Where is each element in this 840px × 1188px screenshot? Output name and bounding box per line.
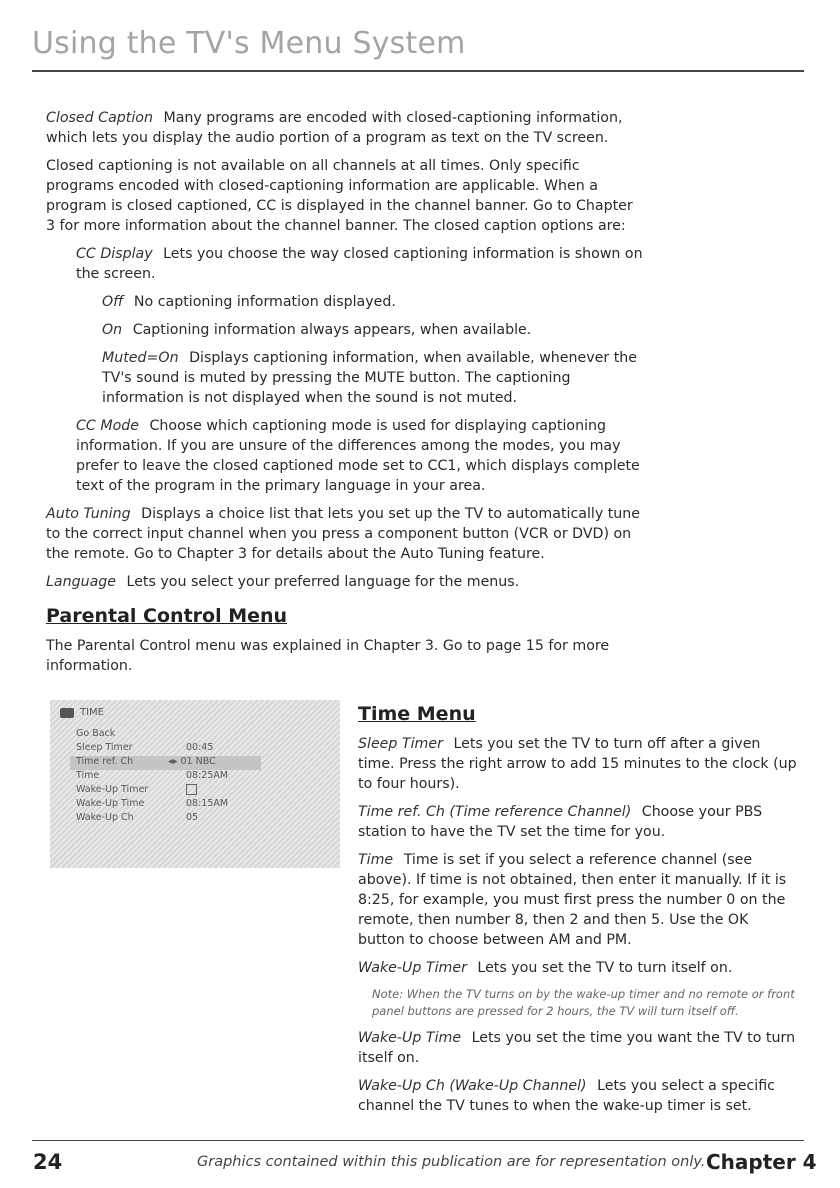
footer-rule — [32, 1140, 804, 1141]
wake-timer-note: Note: When the TV turns on by the wake-up timer and no remote or front panel buttons are pressed for 2 hours, the TV will turn itself off. — [372, 987, 795, 1018]
header-rule — [32, 70, 804, 72]
time-menu-screenshot — [50, 700, 340, 868]
osd-row — [76, 728, 256, 742]
cc-off-desc: No captioning information displayed. — [133, 294, 396, 310]
osd-row-label: Wake-Up Ch — [76, 812, 134, 823]
parental-control-heading: Parental Control Menu — [46, 605, 288, 627]
cc-mode-term: CC Mode — [76, 418, 139, 434]
time-para — [358, 850, 798, 950]
osd-row-value: ◂▸ 01 NBC — [168, 756, 216, 767]
main-column — [46, 108, 646, 684]
osd-row-value: 05 — [186, 812, 199, 823]
osd-row-label: Time — [76, 770, 100, 781]
osd-row-label: Wake-Up Time — [76, 798, 145, 809]
checkbox-icon — [186, 784, 197, 798]
wake-ch-desc: Lets you select a specific channel the TV tunes to when the wake-up timer is set. — [358, 1078, 775, 1114]
time-term: Time — [358, 852, 394, 868]
time-ref-para — [358, 802, 798, 842]
page-title: Using the TV's Menu System — [32, 26, 466, 61]
osd-row — [76, 770, 256, 784]
cc-muted-desc: Displays captioning information, when available, whenever the TV's sound is muted by pressing the MUTE button. The captioning information is not displayed when the sound is not muted. — [102, 350, 637, 406]
closed-caption-term: Closed Caption — [46, 110, 153, 126]
osd-row — [76, 742, 256, 756]
wake-ch-para — [358, 1076, 798, 1116]
osd-title: TIME — [80, 707, 105, 718]
sleep-timer-term: Sleep Timer — [358, 736, 443, 752]
language-desc: Lets you select your preferred language for the menus. — [126, 574, 520, 590]
cc-display-desc: Lets you choose the way closed captioning information is shown on the screen. — [76, 246, 643, 282]
osd-row — [76, 784, 256, 798]
osd-row-value: 08:15AM — [186, 798, 229, 809]
cc-mode-para — [46, 416, 646, 496]
wake-timer-para — [358, 958, 798, 978]
chapter-label: Chapter 4 — [706, 1150, 817, 1174]
parental-control-desc: The Parental Control menu was explained in Chapter 3. Go to page 15 for more information. — [46, 638, 610, 674]
closed-caption-para — [46, 108, 646, 148]
cc-muted-para — [46, 348, 646, 408]
osd-row-label: Time ref. Ch — [76, 756, 134, 767]
osd-row-label: Sleep Timer — [76, 742, 133, 753]
time-menu-heading: Time Menu — [358, 703, 476, 725]
cc-on-para — [46, 320, 646, 340]
cc-on-desc: Captioning information always appears, when available. — [132, 322, 532, 338]
language-term: Language — [46, 574, 117, 590]
wake-timer-desc: Lets you set the TV to turn itself on. — [477, 960, 733, 976]
wake-time-desc: Lets you set the time you want the TV to turn itself on. — [358, 1030, 796, 1066]
osd-row-label: Go Back — [76, 728, 116, 739]
cc-on-term: On — [102, 322, 123, 338]
footer-disclaimer: Graphics contained within this publication are for representation only. — [197, 1154, 706, 1170]
closed-caption-desc: Many programs are encoded with closed-captioning information, which lets you display the audio portion of a program as text on the TV screen. — [46, 110, 623, 146]
page-number: 24 — [33, 1150, 63, 1174]
wake-timer-term: Wake-Up Timer — [358, 960, 467, 976]
sleep-timer-para — [358, 734, 798, 794]
cc-display-term: CC Display — [76, 246, 153, 262]
cc-off-term: Off — [102, 294, 124, 310]
cc-display-para — [46, 244, 646, 284]
auto-tuning-desc: Displays a choice list that lets you set up the TV to automatically tune to the correct input channel when you press a component button (VCR or DVD) on the remote. Go to Chapter 3 for details about the Auto Tuning feature. — [46, 506, 641, 562]
cc-mode-desc: Choose which captioning mode is used for displaying captioning information. If you are unsure of the differences among the modes, you may prefer to leave the closed captioned mode set to CC1, which displays complete text of the program in the primary language in your area. — [76, 418, 640, 494]
cc-muted-term: Muted=On — [102, 350, 179, 366]
osd-row-selected — [70, 756, 261, 770]
closed-caption-para2: Closed captioning is not available on all channels at all times. Only specific programs encoded with closed-captioning information are applicable. When a program is closed captioned, CC is displayed in the channel banner. Go to Chapter 3 for more information about the channel banner. The closed caption options are: — [46, 158, 633, 234]
sleep-timer-desc: Lets you set the TV to turn off after a given time. Press the right arrow to add 15 minutes to the clock (up to four hours). — [358, 736, 797, 792]
auto-tuning-para — [46, 504, 646, 564]
cc-off-para — [46, 292, 646, 312]
language-para — [46, 572, 646, 592]
time-ref-desc: Choose your PBS station to have the TV set the time for you. — [358, 804, 763, 840]
tv-menu-icon — [60, 708, 74, 718]
time-desc: Time is set if you select a reference channel (see above). If time is not obtained, then enter it manually. If it is 8:25, for example, you must first press the number 0 on the remote, then number 8, then 2 and then 5. Use the OK button to choose between AM and PM. — [358, 852, 787, 948]
time-menu-column — [358, 704, 798, 1124]
osd-row-value: 00:45 — [186, 742, 214, 753]
auto-tuning-term: Auto Tuning — [46, 506, 131, 522]
wake-ch-term: Wake-Up Ch (Wake-Up Channel) — [358, 1078, 587, 1094]
wake-time-term: Wake-Up Time — [358, 1030, 462, 1046]
osd-row — [76, 798, 256, 812]
osd-row-label: Wake-Up Timer — [76, 784, 149, 795]
osd-row — [76, 812, 256, 826]
time-ref-term: Time ref. Ch (Time reference Channel) — [358, 804, 632, 820]
osd-row-value: 08:25AM — [186, 770, 229, 781]
wake-time-para — [358, 1028, 798, 1068]
